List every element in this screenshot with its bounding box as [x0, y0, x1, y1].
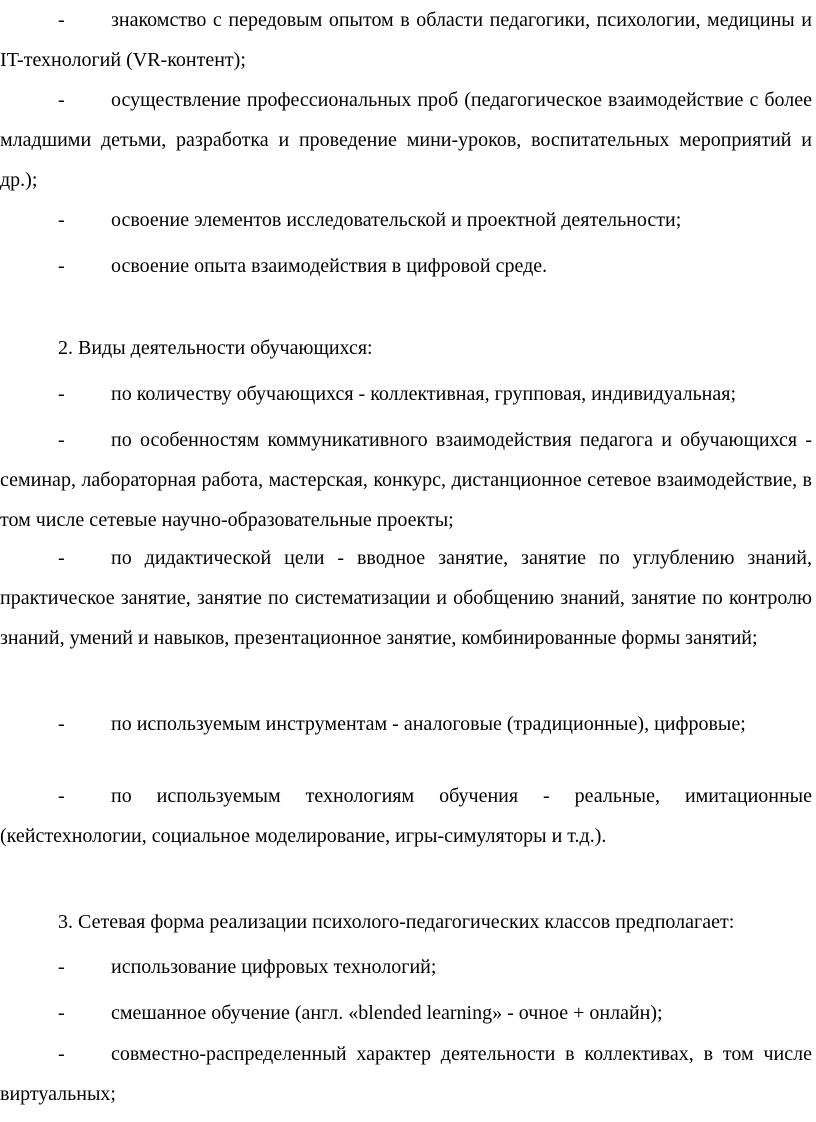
list-item: [0, 947, 812, 987]
list-dash: -: [58, 1002, 65, 1024]
list-item-text: по дидактической цели - вводное занятие, занятие по углублению знаний, практическое занятие, занятие по систематизации и обобщению знаний, занятие по контролю знаний, умений и навыков, презентационное занятие, комбинированные формы занятий;: [0, 547, 812, 649]
list-item: [0, 80, 812, 200]
list-item-text: совместно-распределенный характер деятельности в коллективах, в том числе виртуальных;: [0, 1043, 812, 1105]
list-item-text: по особенностям коммуникативного взаимодействия педагога и обучающихся - семинар, лабораторная работа, мастерская, конкурс, дистанционное сетевое взаимодействие, в том числе сетевые научно-образовательные проекты;: [0, 429, 812, 531]
list-item: [0, 993, 812, 1033]
list-item-text: по используемым инструментам - аналоговые (традиционные), цифровые;: [111, 713, 746, 735]
list-item: [0, 1034, 812, 1114]
list-item: [0, 374, 812, 414]
list-item-text: смешанное обучение (англ. «blended learning» - очное + онлайн);: [111, 1002, 663, 1024]
list-item: [0, 246, 812, 286]
list-item-text: осуществление профессиональных проб (педагогическое взаимодействие с более младшими детьми, разработка и проведение мини-уроков, воспитательных мероприятий и др.);: [0, 89, 812, 191]
list-dash: -: [58, 9, 65, 31]
list-dash: -: [58, 713, 65, 735]
list-dash: -: [58, 383, 65, 405]
list-item: [0, 538, 812, 658]
list-dash: -: [58, 956, 65, 978]
list-item: [0, 0, 812, 80]
list-item-text: по количеству обучающихся - коллективная, групповая, индивидуальная;: [111, 383, 737, 405]
list-item-text: использование цифровых технологий;: [111, 956, 437, 978]
section-heading: 2. Виды деятельности обучающихся:: [58, 337, 373, 359]
list-dash: -: [58, 89, 65, 111]
list-dash: -: [58, 429, 65, 451]
list-item-text: знакомство с передовым опытом в области педагогики, психологии, медицины и IT-технологий (VR-контент);: [0, 9, 812, 71]
list-dash: -: [58, 547, 65, 569]
section-heading: 3. Сетевая форма реализации психолого-педагогических классов предполагает:: [58, 911, 735, 933]
list-item: [0, 200, 812, 240]
list-dash: -: [58, 785, 65, 807]
list-item-text: по используемым технологиям обучения - реальные, имитационные (кейстехнологии, социальное моделирование, игры-симуляторы и т.д.).: [0, 785, 812, 847]
list-dash: -: [58, 255, 65, 277]
list-dash: -: [58, 1043, 65, 1065]
list-item: [0, 420, 812, 540]
list-item: [0, 776, 812, 856]
list-item: [0, 710, 812, 738]
list-dash: -: [58, 209, 65, 231]
list-item-text: освоение элементов исследовательской и проектной деятельности;: [111, 209, 682, 231]
list-item-text: освоение опыта взаимодействия в цифровой среде.: [111, 255, 548, 277]
